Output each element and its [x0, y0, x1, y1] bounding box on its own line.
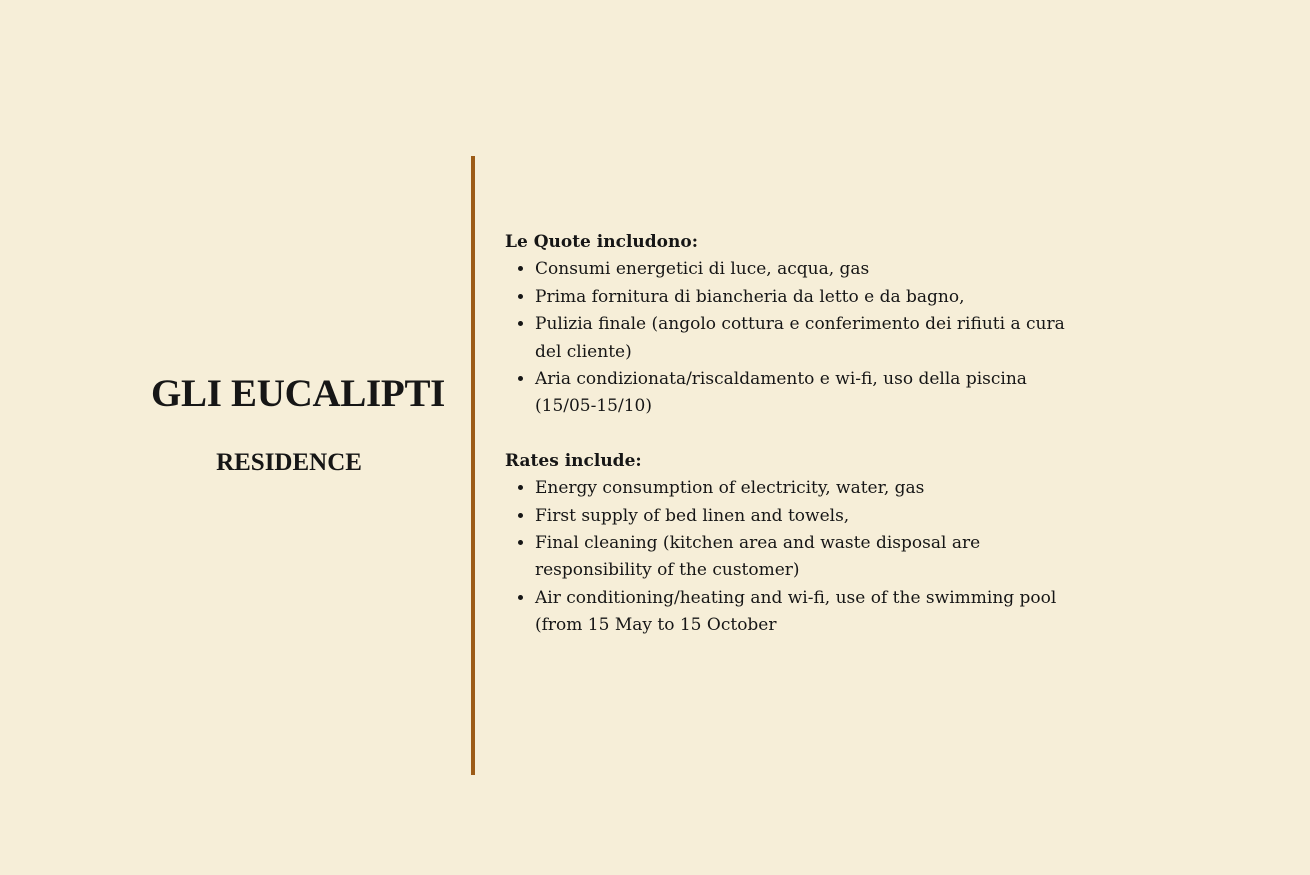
english-rates-list	[505, 475, 1075, 639]
brand-name: GLI EUCALIPTI	[150, 372, 446, 415]
italian-rate-item	[535, 311, 1075, 366]
english-rate-item-text: Energy consumption of electricity, water, gas	[535, 478, 925, 499]
italian-rates-title: Le Quote includono:	[505, 232, 698, 252]
english-rate-item	[535, 475, 1075, 502]
brand-subtitle: RESIDENCE	[216, 449, 362, 476]
english-rates-title: Rates include:	[505, 450, 642, 471]
section-spacer	[505, 421, 1075, 448]
english-rate-item	[535, 503, 1075, 530]
italian-rate-item	[535, 366, 1075, 421]
english-rate-item	[535, 530, 1075, 585]
english-rate-item-text: First supply of bed linen and towels,	[535, 505, 850, 526]
english-rate-item	[535, 585, 1075, 640]
vertical-divider	[471, 156, 475, 775]
english-rate-item-text: Final cleaning (kitchen area and waste disposal are responsibility of the customer)	[535, 533, 981, 581]
italian-rates-list	[505, 256, 1075, 420]
brand-block	[138, 374, 458, 475]
italian-rate-item	[535, 284, 1075, 311]
italian-rate-item-text: Prima fornitura di biancheria da letto e da bagno,	[535, 286, 965, 307]
italian-rate-item-text: Pulizia finale (angolo cottura e conferimento dei rifiuti a cura del cliente)	[535, 314, 1065, 362]
italian-rate-item	[535, 256, 1075, 283]
rates-content	[505, 229, 1075, 640]
italian-rate-item-text: Consumi energetici di luce, acqua, gas	[535, 259, 870, 280]
italian-rate-item-text: Aria condizionata/riscaldamento e wi-fi, uso della piscina (15/05-15/10)	[535, 369, 1027, 417]
english-rate-item-text: Air conditioning/heating and wi-fi, use of the swimming pool (from 15 May to 15 October	[535, 587, 1057, 636]
